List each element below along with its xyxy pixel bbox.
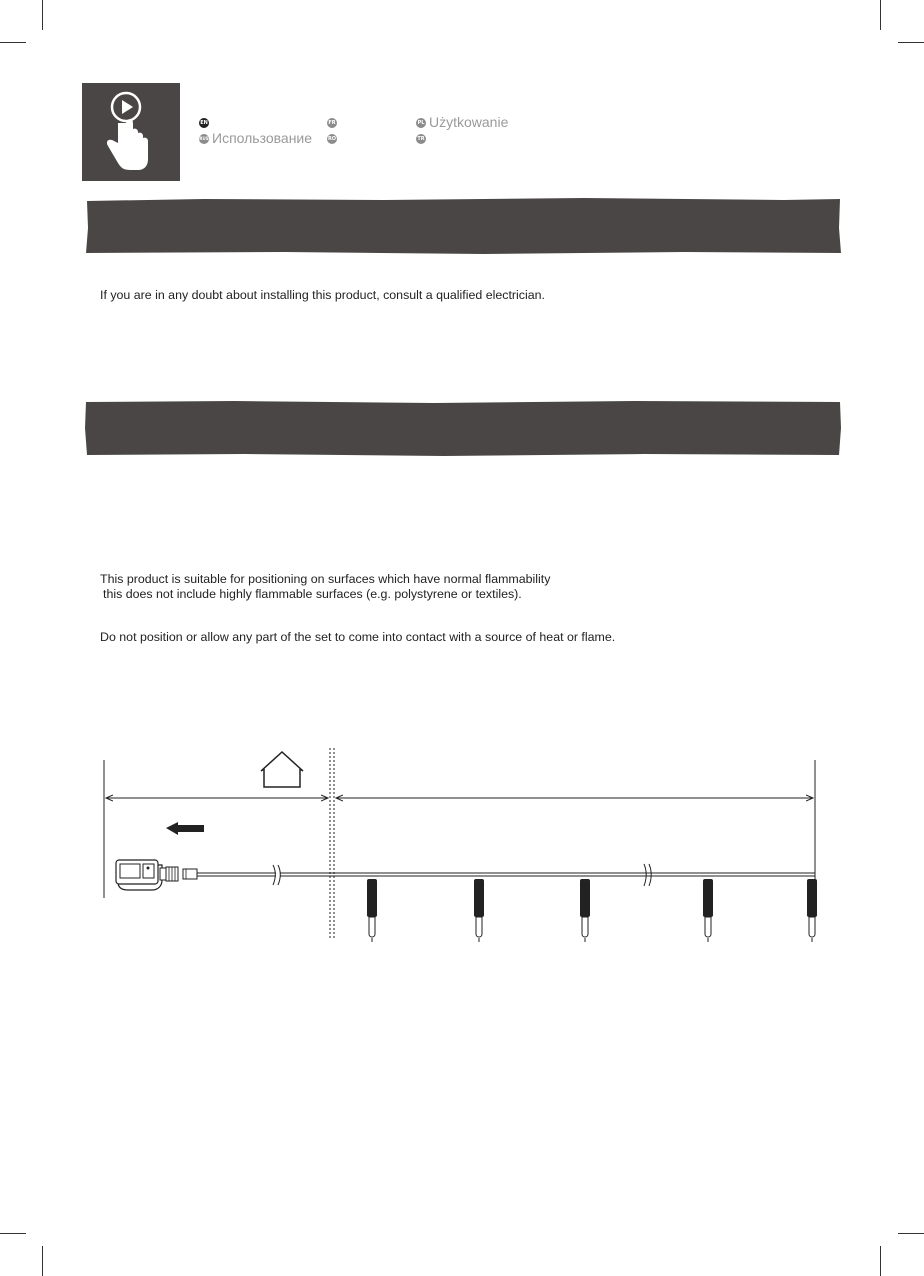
lang-item-en: [199, 114, 212, 130]
bulb-icon: [807, 879, 817, 942]
crop-mark: [42, 0, 43, 30]
crop-mark: [0, 42, 26, 43]
safety-note-electrician: If you are in any doubt about installing this product, consult a qualified electrician.: [100, 288, 545, 302]
bulb-icon: [580, 879, 590, 942]
crop-mark: [898, 42, 924, 43]
usage-icon-box: [82, 83, 180, 181]
crop-mark: [898, 1233, 924, 1234]
lang-code-badge: RUS: [199, 134, 209, 144]
banner-shape: [84, 198, 842, 254]
flammability-note-line1: This product is suitable for positioning on surfaces which have normal flammability: [100, 572, 551, 586]
lang-item-rus: [199, 130, 312, 146]
section-banner-2: [84, 400, 842, 456]
section-banner-1: [84, 198, 842, 254]
bulb-icon: [367, 879, 377, 942]
lang-code-badge: TR: [417, 136, 425, 143]
lang-code-badge: PL: [417, 120, 425, 127]
crop-mark: [880, 0, 881, 30]
lang-code-badge: RO: [327, 136, 337, 143]
tap-play-icon: [82, 83, 180, 181]
crop-mark: [880, 1246, 881, 1276]
lang-label: Użytkowanie: [429, 114, 509, 130]
lang-item-ro: [327, 130, 340, 146]
lang-label: Использование: [212, 130, 313, 146]
lang-item-tr: [416, 130, 429, 146]
bulb-icon: [703, 879, 713, 942]
installation-diagram: [90, 740, 840, 955]
lang-code-badge: FR: [328, 120, 336, 127]
banner-shape: [84, 400, 842, 456]
crop-mark: [42, 1246, 43, 1276]
lang-item-pl: [416, 114, 508, 130]
arrow-left-icon: [166, 822, 204, 835]
bulb-icon: [474, 879, 484, 942]
flammability-note-line2: this does not include highly flammable surfaces (e.g. polystyrene or textiles).: [103, 587, 522, 601]
transformer-icon: [116, 860, 197, 890]
lang-item-fr: [327, 114, 340, 130]
heat-flame-warning: Do not position or allow any part of the set to come into contact with a source of heat or flame.: [100, 630, 616, 644]
crop-mark: [0, 1233, 26, 1234]
lang-code-badge: EN: [200, 120, 208, 127]
house-icon: [261, 752, 303, 787]
